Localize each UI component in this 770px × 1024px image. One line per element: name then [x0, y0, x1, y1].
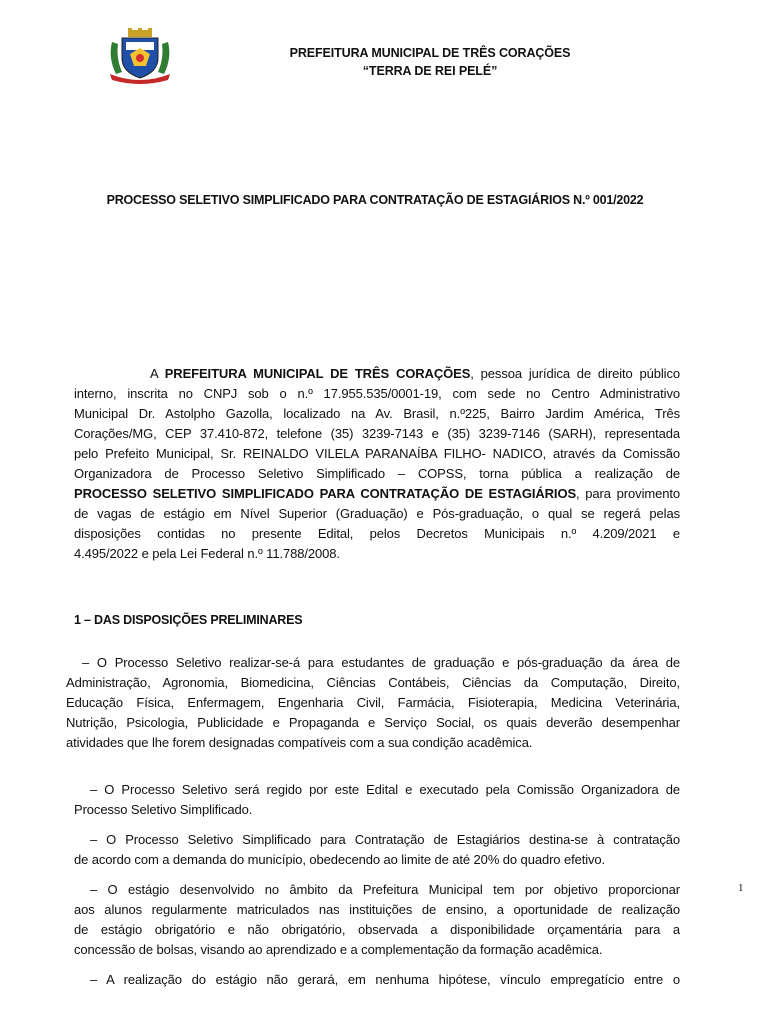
header-motto: “TERRA DE REI PELÉ” [362, 64, 498, 78]
intro-line-7-post: , para provimento [576, 486, 680, 501]
section-heading: 1 – DAS DISPOSIÇÕES PRELIMINARES [74, 613, 303, 627]
clause-1-5 [74, 970, 680, 990]
intro-line-7-bold: PROCESSO SELETIVO SIMPLIFICADO PARA CONTRATAÇÃO DE ESTAGIÁRIOS [74, 486, 577, 501]
clause-line: – O Processo Seletivo realizar-se-á para estudantes de graduação e pós-graduação da área de [82, 655, 680, 670]
coat-of-arms-icon [106, 28, 174, 84]
intro-line-6: Organizadora de Processo Seletivo Simplificado – COPSS, torna pública a realização de [74, 466, 680, 481]
clause-line: – O estágio desenvolvido no âmbito da Prefeitura Municipal tem por objetivo proporcionar [90, 882, 680, 897]
intro-line-9: disposições contidas no presente Edital, pelos Decretos Municipais n.º 4.209/2021 e [74, 526, 680, 541]
intro-line-8: de vagas de estágio em Nível Superior (Graduação) e Pós-graduação, o qual se regerá pelas [74, 506, 680, 521]
page-number: 1 [738, 882, 744, 894]
clause-line: aos alunos regularmente matriculados nas instituições de ensino, a oportunidade de realização [74, 902, 680, 917]
clause-line: de estágio obrigatório e não obrigatório, observada a disponibilidade orçamentária para a [74, 922, 680, 937]
intro-line-1 [74, 364, 680, 384]
clause-line: concessão de bolsas, visando ao aprendizado e a complementação da formação acadêmica. [74, 942, 603, 957]
clause-1-4 [74, 880, 680, 960]
intro-line-4: Corações/MG, CEP 37.410-872, telefone (35) 3239-7143 e (35) 3239-7146 (SARH), representada [74, 426, 680, 441]
clause-line: – O Processo Seletivo será regido por este Edital e executado pela Comissão Organizadora de [90, 782, 680, 797]
clause-1-1 [66, 653, 680, 753]
clause-line: atividades que lhe forem designadas compatíveis com a sua condição acadêmica. [66, 735, 533, 750]
clause-line: Administração, Agronomia, Biomedicina, Ciências Contábeis, Ciências da Computação, Direito, [66, 675, 680, 690]
document-title: PROCESSO SELETIVO SIMPLIFICADO PARA CONTRATAÇÃO DE ESTAGIÁRIOS N.º 001/2022 [106, 193, 644, 207]
intro-line-10: 4.495/2022 e pela Lei Federal n.º 11.788/2008. [74, 546, 340, 561]
clause-line: de acordo com a demanda do município, obedecendo ao limite de até 20% do quadro efetivo. [74, 852, 606, 867]
clause-line: Educação Física, Enfermagem, Engenharia Civil, Farmácia, Fisioterapia, Medicina Veterinária, [66, 695, 680, 710]
clause-1-3 [74, 830, 680, 870]
clause-line: Nutrição, Psicologia, Publicidade e Propaganda e Serviço Social, os quais deverão desempenhar [66, 715, 680, 730]
intro-line-3: Municipal Dr. Astolpho Gazolla, localizado na Av. Brasil, n.º225, Bairro Jardim América, Três [74, 406, 680, 421]
intro-line-2: interno, inscrita no CNPJ sob o n.º 17.955.535/0001-19, com sede no Centro Administrativo [74, 386, 680, 401]
clause-line: – O Processo Seletivo Simplificado para Contratação de Estagiários destina-se à contratação [90, 832, 680, 847]
clause-1-2 [74, 780, 680, 820]
intro-line-1-post: , pessoa jurídica de direito público [470, 366, 680, 381]
clause-line: – A realização do estágio não gerará, em nenhuma hipótese, vínculo empregatício entre o [90, 972, 680, 987]
header-municipality: PREFEITURA MUNICIPAL DE TRÊS CORAÇÕES [289, 46, 571, 60]
intro-line-1-bold: PREFEITURA MUNICIPAL DE TRÊS CORAÇÕES [164, 366, 471, 381]
clause-line: Processo Seletivo Simplificado. [74, 802, 253, 817]
intro-line-1-pre: A [150, 366, 165, 381]
intro-line-7 [74, 484, 680, 504]
intro-line-5: pelo Prefeito Municipal, Sr. REINALDO VILELA PARANAÍBA FILHO- NADICO, através da Comissão [74, 446, 680, 461]
intro-paragraph [74, 364, 680, 564]
